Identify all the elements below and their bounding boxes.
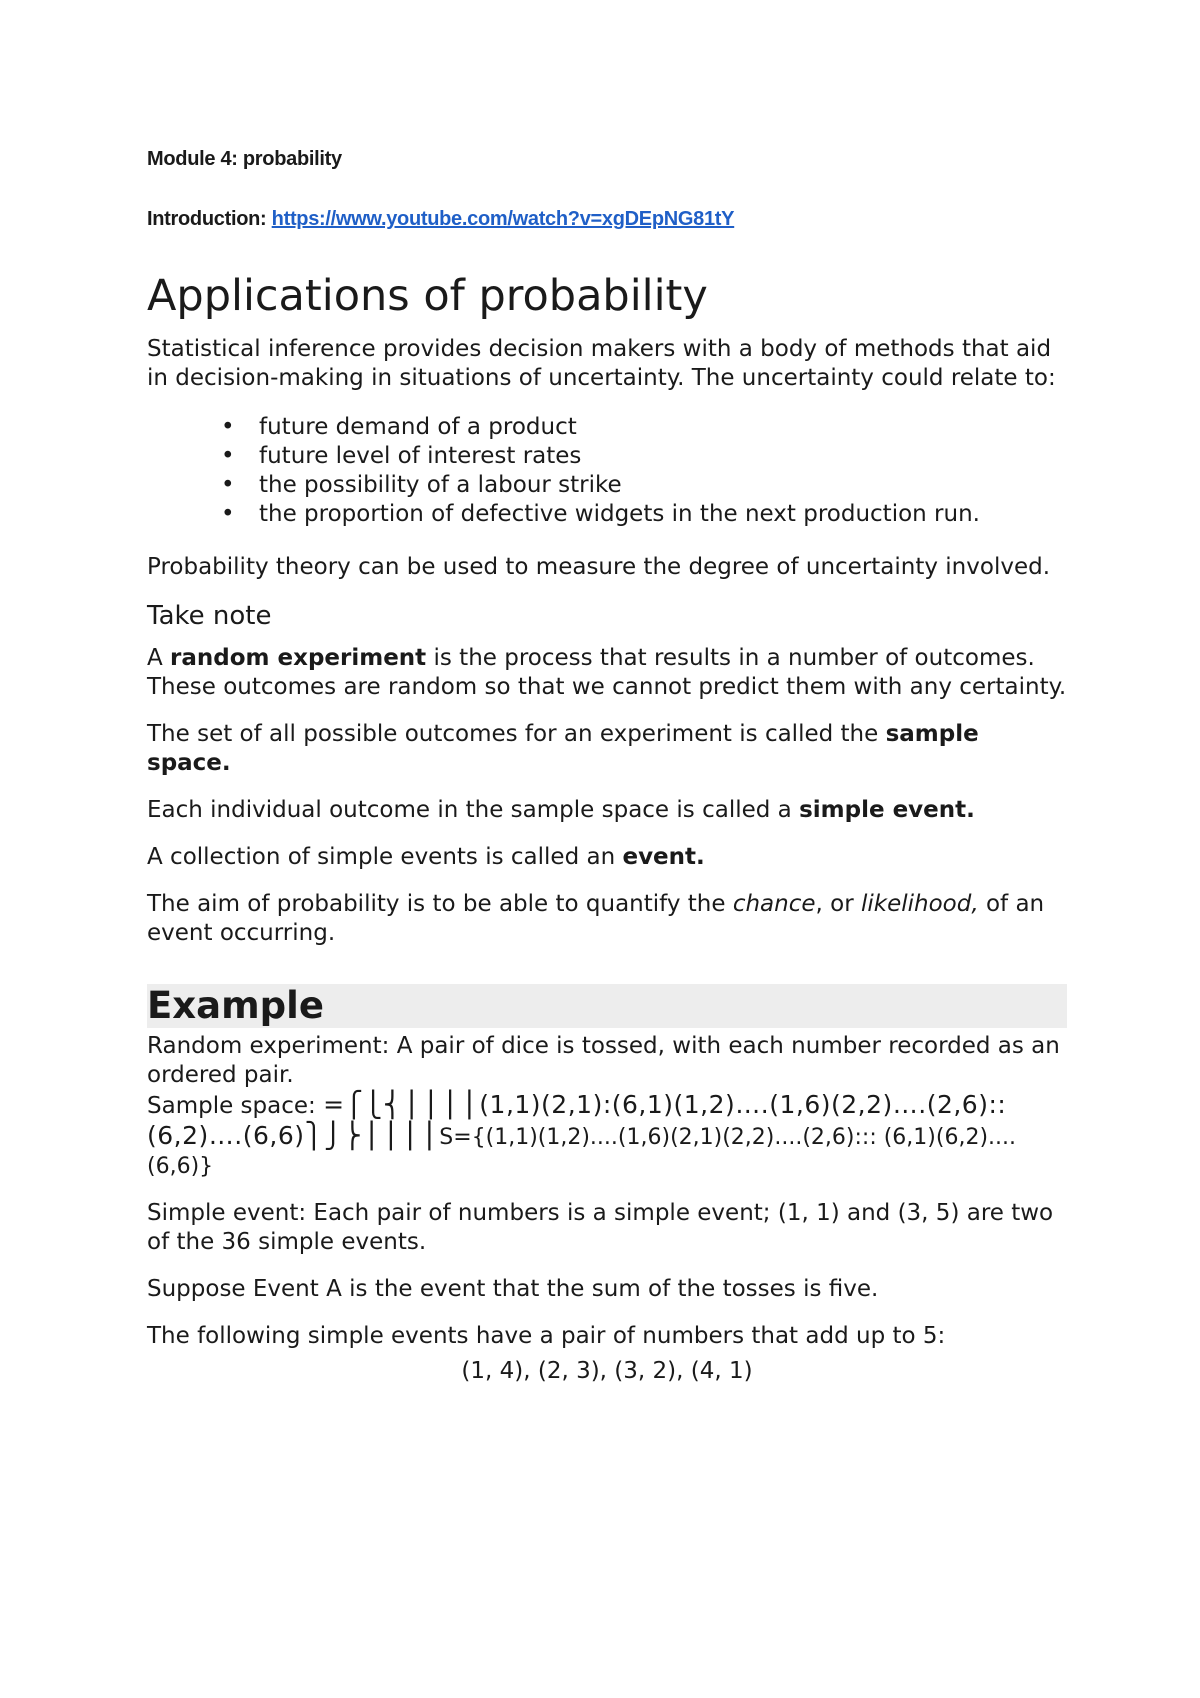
term-likelihood: likelihood,	[861, 891, 979, 917]
example-random-experiment: Random experiment: A pair of dice is tossed, with each number recorded as an ordered pair.	[147, 1033, 1060, 1088]
simple-event-definition: Each individual outcome in the sample space is called a simple event.	[147, 797, 975, 823]
example-heading-band	[147, 984, 1067, 1028]
event-definition: A collection of simple events is called an event.	[147, 844, 705, 870]
uncertainty-list	[147, 413, 1067, 529]
sample-space-matrix: =⎧⎩⎨⎪⎪⎪⎪(1,1)(2,1):(6,1)(1,2)….(1,6)(2,2)….(2,6)::(6,2)….(6,6)⎫⎭⎬⎪⎪⎪⎪	[147, 1090, 1007, 1150]
example-heading: Example	[147, 984, 324, 1027]
term-simple-event: simple event.	[799, 797, 975, 823]
aim-paragraph: The aim of probability is to be able to quantify the chance, or likelihood, of an event occurring.	[147, 891, 1045, 946]
sample-space-equation	[147, 1090, 1067, 1181]
bullet-icon: •	[221, 501, 235, 527]
probability-paragraph: Probability theory can be used to measure the degree of uncertainty involved.	[147, 554, 1051, 580]
list-item: • the possibility of a labour strike	[221, 472, 622, 498]
section-title: Applications of probability	[147, 271, 708, 321]
term-event: event.	[622, 844, 705, 870]
list-item: • the proportion of defective widgets in the next production run.	[221, 501, 980, 527]
random-experiment-definition: A random experiment is the process that results in a number of outcomes. These outcomes are random so that we cannot predict them with any certainty.	[147, 645, 1067, 700]
sample-space-label: Sample space:	[147, 1093, 324, 1119]
list-item: • future level of interest rates	[221, 443, 582, 469]
bullet-icon: •	[221, 472, 235, 498]
sample-space-linear: S={(1,1)(1,2)....(1,6)(2,1)(2,2)....(2,6)::: (6,1)(6,2)....(6,6)}	[147, 1125, 1017, 1179]
introduction-video-link[interactable]: https://www.youtube.com/watch?v=xgDEpNG81tY	[271, 208, 735, 230]
introduction-line	[147, 208, 734, 231]
introduction-label: Introduction:	[147, 208, 272, 230]
sum-five-pairs: (1, 4), (2, 3), (3, 2), (4, 1)	[461, 1358, 753, 1384]
term-sample-space: sample space.	[147, 721, 979, 776]
list-item: • future demand of a product	[221, 414, 577, 440]
bullet-icon: •	[221, 443, 235, 469]
document-body	[147, 270, 1067, 1404]
term-chance: chance	[732, 891, 816, 917]
module-title: Module 4: probability	[147, 148, 342, 170]
term-random-experiment: random experiment	[170, 645, 427, 671]
event-a-text: Suppose Event A is the event that the sum of the tosses is five.	[147, 1276, 879, 1302]
sample-space-definition: The set of all possible outcomes for an experiment is called the sample space.	[147, 721, 979, 776]
simple-event-example: Simple event: Each pair of numbers is a simple event; (1, 1) and (3, 5) are two of the 36 simple events.	[147, 1200, 1054, 1255]
following-text: The following simple events have a pair of numbers that add up to 5:	[147, 1323, 946, 1349]
intro-paragraph: Statistical inference provides decision makers with a body of methods that aid in decision-making in situations of uncertainty. The uncertainty could relate to:	[147, 336, 1056, 391]
bullet-icon: •	[221, 414, 235, 440]
take-note-heading: Take note	[147, 601, 272, 631]
